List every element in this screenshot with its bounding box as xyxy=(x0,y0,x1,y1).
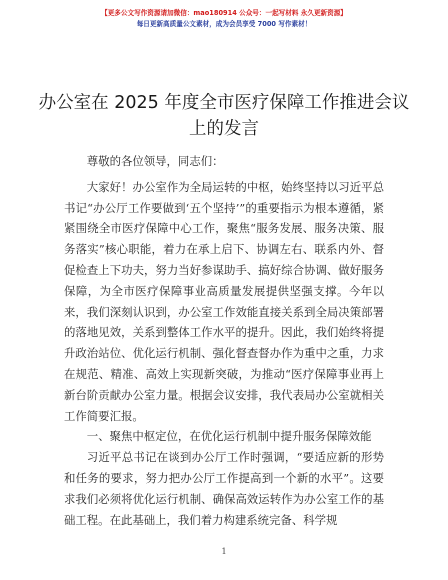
promo-banner xyxy=(84,8,364,30)
promo-banner-line-2: 每日更新高质量公文素材，成为会员享受 7000 写作素材！ xyxy=(136,20,312,28)
salutation: 尊敬的各位领导，同志们： xyxy=(86,154,224,168)
promo-banner-line-1: 【更多公文写作资源请加微信：mao180914 公众号：一起写材料 永久更新资源】 xyxy=(101,9,347,17)
body-paragraph-intro: 大家好！办公室作为全局运转的中枢，始终坚持以习近平总书记“办公厅工作要做到‘五个坚持’”的重要指示为根本遵循，紧紧围绕全市医疗保障中心工作，聚焦“服务发展、服务决策、服务落实”核心职能，着力在承上启下、协调左右、联系内外、督促检查上下功夫，努力当好参谋助手、搞好综合协调、做好服务保障，为全市医疗保障事业高质量发展提供坚强支撑。今年以来，我们深刻认识到，办公室工作效能直接关系到全局决策部署的落地见效，关系到整体工作水平的提升。因此，我们始终将提升政治站位、优化运行机制、强化督查督办作为重中之重，力求在规范、精准、高效上实现新突破，为推动“医疗保障事业再上新台阶贡献办公室力量。根据会议安排，我代表局办公室就相关工作简要汇报。 xyxy=(64,179,384,423)
page-number: 1 xyxy=(221,547,227,556)
document-title: 办公室在 2025 年度全市医疗保障工作推进会议上的发言 xyxy=(38,93,410,139)
document-body xyxy=(64,151,384,530)
body-paragraph-section-1: 习近平总书记在谈到办公厅工作时强调，“要适应新的形势和任务的要求，努力把办公厅工作提高到一个新的水平”。这要求我们必须将优化运行机制、确保高效运转作为办公室工作的基础工程。在此基础上，我们着力构建系统完备、科学规 xyxy=(64,450,384,527)
section-heading-1: 一、聚焦中枢定位，在优化运行机制中提升服务保障效能 xyxy=(86,429,372,444)
